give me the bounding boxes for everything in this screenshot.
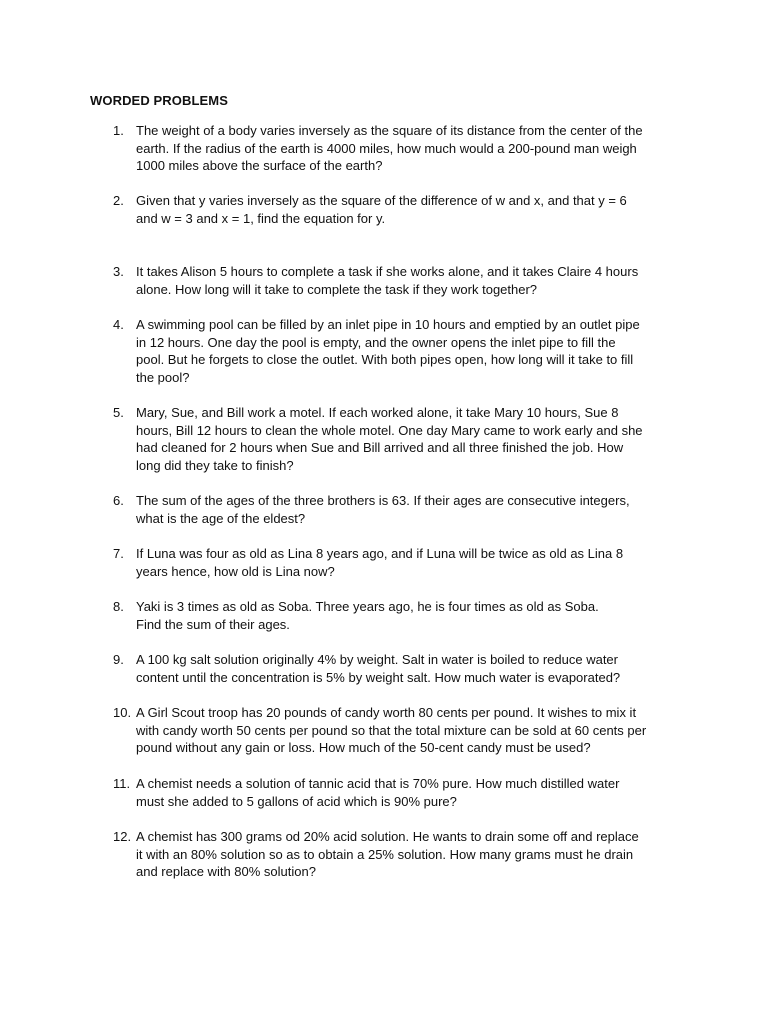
problem-number: 1. — [113, 123, 124, 138]
problem-number: 10. — [113, 705, 132, 720]
problem-number: 6. — [113, 493, 124, 508]
problem-text: A Girl Scout troop has 20 pounds of candy worth 80 cents per pound. It wishes to mix it with candy worth 50 cents per pound so that the total mixture can be sold at 60 cents per pound without any gain or loss. How much of the 50-cent candy must be used? — [136, 705, 647, 755]
problem-number: 2. — [113, 193, 124, 208]
problem-number: 8. — [113, 599, 124, 614]
problem-number: 4. — [113, 317, 124, 332]
problem-text: The weight of a body varies inversely as the square of its distance from the center of the earth. If the radius of the earth is 4000 miles, how much would a 200-pound man weigh 1000 miles above the surface of the earth? — [136, 123, 643, 173]
problem-text: A chemist needs a solution of tannic acid that is 70% pure. How much distilled water must she added to 5 gallons of acid which is 90% pure? — [136, 776, 620, 809]
problem-number: 9. — [113, 652, 124, 667]
problem-text: Mary, Sue, and Bill work a motel. If each worked alone, it take Mary 10 hours, Sue 8 hours, Bill 12 hours to clean the whole motel. One day Mary came to work early and she had cleaned for 2 hours when Sue and Bill arrived and all three finished the job. How long did they take to finish? — [136, 405, 643, 473]
problem-text: A 100 kg salt solution originally 4% by weight. Salt in water is boiled to reduce water content until the concentration is 5% by weight salt. How much water is evaporated? — [136, 652, 621, 685]
problem-text: Yaki is 3 times as old as Soba. Three years ago, he is four times as old as Soba. Find the sum of their ages. — [136, 599, 599, 632]
problem-number: 5. — [113, 405, 124, 420]
problem-text: If Luna was four as old as Lina 8 years ago, and if Luna will be twice as old as Lina 8 years hence, how old is Lina now? — [136, 546, 624, 579]
problem-text: It takes Alison 5 hours to complete a task if she works alone, and it takes Claire 4 hours alone. How long will it take to complete the task if they work together? — [136, 264, 639, 297]
problem-text: The sum of the ages of the three brothers is 63. If their ages are consecutive integers, what is the age of the eldest? — [136, 493, 630, 526]
problem-number: 7. — [113, 546, 124, 561]
problem-text: Given that y varies inversely as the square of the difference of w and x, and that y = 6 and w = 3 and x = 1, find the equation for y. — [136, 193, 627, 226]
problem-number: 11. — [113, 776, 131, 791]
problem-text: A chemist has 300 grams od 20% acid solution. He wants to drain some off and replace it with an 80% solution so as to obtain a 25% solution. How many grams must he drain and replace with 80% solution? — [136, 829, 639, 879]
document-title: WORDED PROBLEMS — [90, 93, 228, 108]
problem-number: 3. — [113, 264, 124, 279]
problem-text: A swimming pool can be filled by an inlet pipe in 10 hours and emptied by an outlet pipe in 12 hours. One day the pool is empty, and the owner opens the inlet pipe to fill the pool. But he forgets to close the outlet. With both pipes open, how long will it take to fill the pool? — [136, 317, 640, 385]
problem-number: 12. — [113, 829, 132, 844]
